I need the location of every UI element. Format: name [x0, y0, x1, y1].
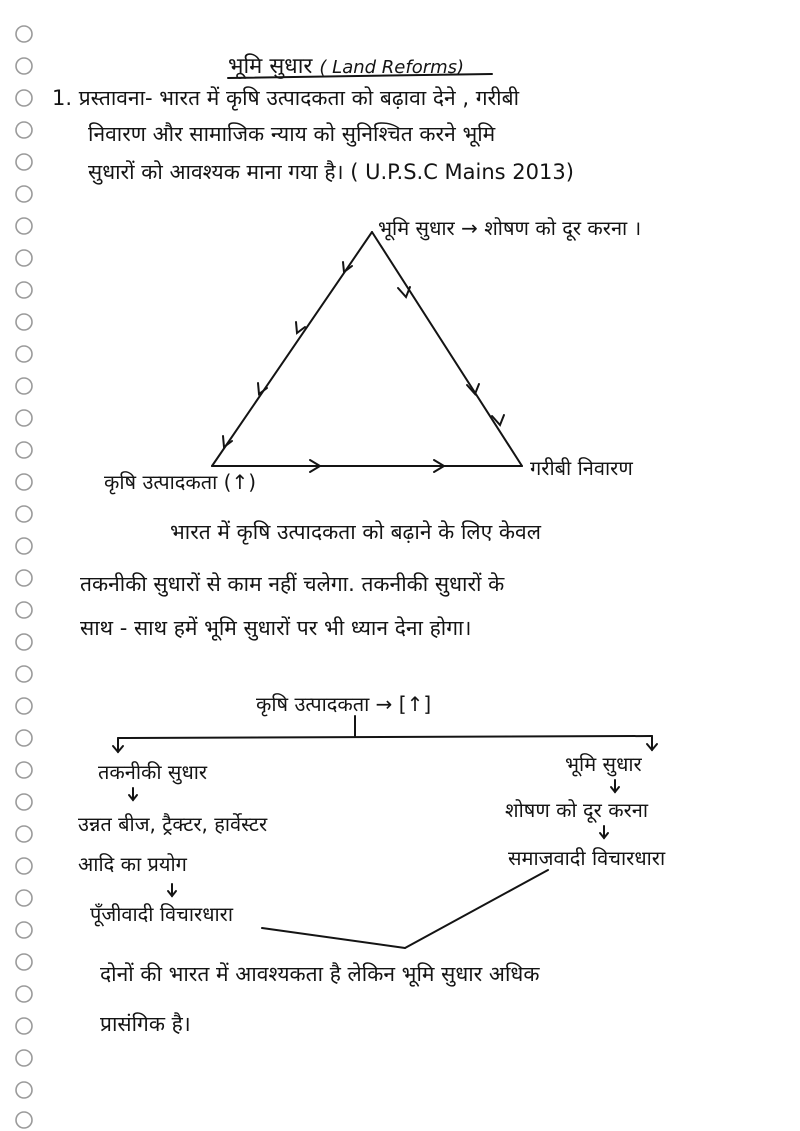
intro-line-2: निवारण और सामाजिक न्याय को सुनिश्चित करने भूमि: [88, 122, 496, 146]
intro-text-1: प्रस्तावना- भारत में कृषि उत्पादकता को बढ़ावा देने , गरीबी: [78, 86, 520, 110]
paragraph-line-3: साथ - साथ हमें भूमि सुधारों पर भी ध्यान देना होगा।: [80, 616, 472, 640]
tree-root: कृषि उत्पादकता → [↑]: [256, 692, 432, 716]
tree-left-line-2: आदि का प्रयोग: [78, 852, 187, 876]
triangle-left-label: कृषि उत्पादकता (↑): [104, 470, 257, 494]
triangle-edge-right: [372, 232, 522, 466]
title-english: ( Land Reforms): [319, 57, 465, 78]
tree-right-line-1: शोषण को दूर करना: [505, 798, 649, 822]
tree-right-heading: भूमि सुधार: [565, 752, 642, 776]
triangle-right-label: गरीबी निवारण: [530, 456, 633, 480]
converge-line-left: [262, 928, 405, 948]
converge-line-right: [405, 870, 548, 948]
paragraph-line-2: तकनीकी सुधारों से काम नहीं चलेगा. तकनीकी सुधारों के: [80, 572, 505, 596]
intro-line-1: [52, 84, 519, 112]
binding-holes: [0, 0, 60, 1131]
conclusion-line-1: दोनों की भारत में आवश्यकता है लेकिन भूमि सुधार अधिक: [100, 962, 540, 986]
title-hindi: भूमि सुधार: [228, 54, 313, 79]
tree-right-line-2: समाजवादी विचारधारा: [508, 846, 666, 870]
conclusion-line-2: प्रासंगिक है।: [100, 1012, 191, 1036]
intro-line-3: सुधारों को आवश्यक माना गया है। ( U.P.S.C Mains 2013): [88, 160, 574, 184]
tree-left-line-1: उन्नत बीज, ट्रैक्टर, हार्वेस्टर: [78, 812, 268, 836]
tree-branch: [118, 736, 652, 738]
triangle-edge-left: [212, 232, 372, 466]
page-title: [228, 50, 464, 80]
intro-number: 1.: [52, 86, 73, 110]
triangle-top-label: भूमि सुधार → शोषण को दूर करना ।: [378, 216, 642, 240]
paragraph-line-1: भारत में कृषि उत्पादकता को बढ़ाने के लिए केवल: [170, 520, 541, 544]
tree-left-heading: तकनीकी सुधार: [98, 760, 208, 784]
tree-left-line-3: पूँजीवादी विचारधारा: [90, 902, 234, 926]
